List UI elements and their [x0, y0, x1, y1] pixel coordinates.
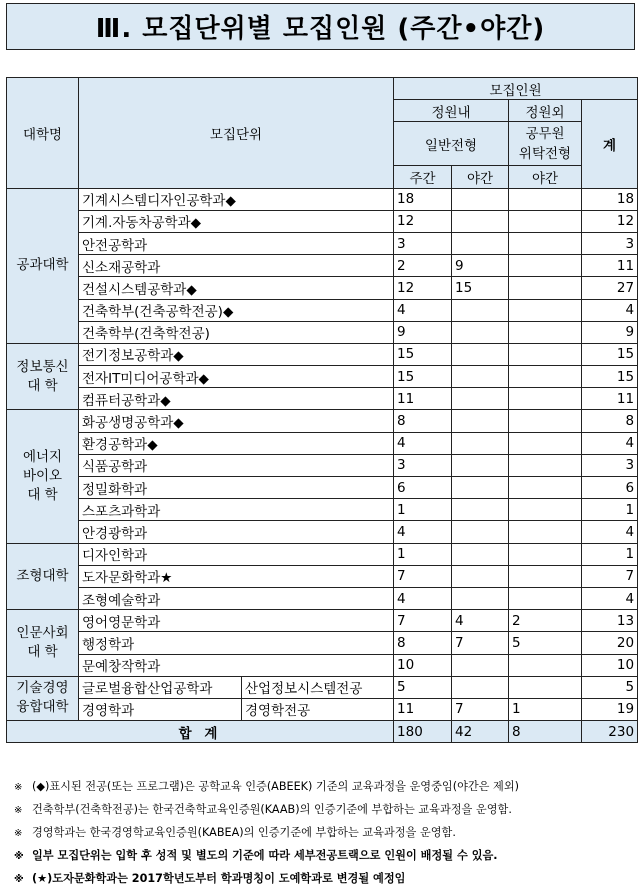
note-line: [14, 776, 639, 799]
sum-day: 180: [394, 721, 452, 743]
row-total: 10: [582, 654, 638, 676]
row-total: 13: [582, 610, 638, 632]
header-college: 대학명: [7, 78, 79, 189]
college-name: 인문사회 대 학: [7, 610, 79, 677]
sum-row: [7, 721, 638, 743]
day-count: 18: [394, 188, 452, 210]
day-count: 5: [394, 676, 452, 698]
official-night-count: [509, 210, 582, 232]
official-night-count: [509, 299, 582, 321]
day-count: 4: [394, 521, 452, 543]
table-body: [7, 188, 638, 743]
header-out-quota: 정원외: [509, 100, 582, 122]
unit-name: 문예창작학과: [79, 654, 394, 676]
unit-name: 식품공학과: [79, 454, 394, 476]
row-total: 9: [582, 321, 638, 343]
header-general: 일반전형: [394, 122, 509, 166]
header-recruit: 모집인원: [394, 78, 638, 100]
official-night-count: [509, 587, 582, 609]
unit-sub-name: 산업정보시스템전공: [242, 676, 394, 698]
row-total: 20: [582, 632, 638, 654]
night-count: 4: [452, 610, 509, 632]
night-count: 7: [452, 632, 509, 654]
table-row: [7, 432, 638, 454]
night-count: [452, 299, 509, 321]
table-row: [7, 410, 638, 432]
unit-name: 조형예술학과: [79, 587, 394, 609]
header-night-official: 야간: [509, 166, 582, 188]
day-count: 11: [394, 698, 452, 720]
official-night-count: [509, 565, 582, 587]
official-night-count: [509, 676, 582, 698]
note-mark: ※: [14, 782, 23, 793]
night-count: [452, 477, 509, 499]
header-in-quota: 정원내: [394, 100, 509, 122]
header-day: 주간: [394, 166, 452, 188]
night-count: 15: [452, 277, 509, 299]
day-count: 11: [394, 388, 452, 410]
official-night-count: [509, 232, 582, 254]
note-text: (★)도자문화학과는 2017학년도부터 학과명칭이 도예학과로 변경될 예정임: [32, 872, 406, 885]
row-total: 4: [582, 432, 638, 454]
day-count: 1: [394, 499, 452, 521]
note-text: (◆)표시된 전공(또는 프로그램)은 공학교육 인증(ABEEK) 기준의 교육과정을 운영중임(야간은 제외): [32, 780, 520, 793]
official-night-count: 5: [509, 632, 582, 654]
table-row: [7, 499, 638, 521]
page-title: Ⅲ. 모집단위별 모집인원 (주간•야간): [6, 3, 635, 50]
unit-name: 글로벌융합산업공학과: [79, 676, 242, 698]
sum-night: 42: [452, 721, 509, 743]
header-unit: 모집단위: [79, 78, 394, 189]
note-line: [14, 868, 639, 891]
sum-label: 합 계: [7, 721, 394, 743]
official-night-count: 1: [509, 698, 582, 720]
night-count: [452, 454, 509, 476]
row-total: 12: [582, 210, 638, 232]
official-night-count: [509, 188, 582, 210]
table-row: [7, 343, 638, 365]
row-total: 4: [582, 587, 638, 609]
unit-name: 디자인학과: [79, 543, 394, 565]
official-night-count: [509, 454, 582, 476]
table-row: [7, 565, 638, 587]
row-total: 4: [582, 521, 638, 543]
table-row: [7, 366, 638, 388]
unit-name: 스포츠과학과: [79, 499, 394, 521]
row-total: 4: [582, 299, 638, 321]
unit-name: 안경광학과: [79, 521, 394, 543]
table-row: [7, 477, 638, 499]
official-night-count: [509, 432, 582, 454]
table-row: [7, 255, 638, 277]
unit-name: 컴퓨터공학과◆: [79, 388, 394, 410]
unit-name: 경영학과: [79, 698, 242, 720]
college-name: 공과대학: [7, 188, 79, 343]
day-count: 9: [394, 321, 452, 343]
table-row: [7, 610, 638, 632]
day-count: 4: [394, 587, 452, 609]
row-total: 7: [582, 565, 638, 587]
note-mark: ※: [14, 874, 24, 885]
table-row: [7, 632, 638, 654]
row-total: 18: [582, 188, 638, 210]
row-total: 3: [582, 454, 638, 476]
day-count: 4: [394, 432, 452, 454]
day-count: 8: [394, 632, 452, 654]
note-mark: ※: [14, 851, 24, 862]
unit-name: 신소재공학과: [79, 255, 394, 277]
recruitment-table: [6, 77, 638, 743]
official-night-count: [509, 321, 582, 343]
official-night-count: [509, 277, 582, 299]
header-night: 야간: [452, 166, 509, 188]
table-row: [7, 321, 638, 343]
night-count: [452, 565, 509, 587]
unit-name: 정밀화학과: [79, 477, 394, 499]
unit-name: 전기정보공학과◆: [79, 343, 394, 365]
official-night-count: [509, 388, 582, 410]
official-night-count: [509, 477, 582, 499]
row-total: 1: [582, 543, 638, 565]
unit-name: 건축학부(건축공학전공)◆: [79, 299, 394, 321]
college-name: 에너지 바이오 대 학: [7, 410, 79, 543]
unit-sub-name: 경영학전공: [242, 698, 394, 720]
unit-name: 환경공학과◆: [79, 432, 394, 454]
night-count: [452, 521, 509, 543]
row-total: 1: [582, 499, 638, 521]
day-count: 8: [394, 410, 452, 432]
night-count: [452, 321, 509, 343]
night-count: [452, 543, 509, 565]
night-count: [452, 343, 509, 365]
table-row: [7, 277, 638, 299]
table-row: [7, 188, 638, 210]
row-total: 8: [582, 410, 638, 432]
notes: [14, 776, 639, 891]
table-row: [7, 388, 638, 410]
table-row: [7, 454, 638, 476]
day-count: 6: [394, 477, 452, 499]
unit-name: 영어영문학과: [79, 610, 394, 632]
night-count: 7: [452, 698, 509, 720]
day-count: 3: [394, 454, 452, 476]
table-row: [7, 543, 638, 565]
row-total: 15: [582, 343, 638, 365]
note-mark: ※: [14, 805, 23, 816]
unit-name: 도자문화학과★: [79, 565, 394, 587]
table-row: [7, 587, 638, 609]
day-count: 7: [394, 565, 452, 587]
day-count: 2: [394, 255, 452, 277]
row-total: 6: [582, 477, 638, 499]
table-row: [7, 232, 638, 254]
note-text: 경영학과는 한국경영학교육인증원(KABEA)의 인증기준에 부합하는 교육과정을 운영함.: [32, 826, 456, 839]
day-count: 7: [394, 610, 452, 632]
official-night-count: [509, 499, 582, 521]
note-text: 일부 모집단위는 입학 후 성적 및 별도의 기준에 따라 세부전공트랙으로 인원이 배정될 수 있음.: [32, 849, 498, 862]
note-text: 건축학부(건축학전공)는 한국건축학교육인증원(KAAB)의 인증기준에 부합하는 교육과정을 운영함.: [32, 803, 512, 816]
note-line: [14, 845, 639, 868]
official-night-count: 2: [509, 610, 582, 632]
unit-name: 기계.자동차공학과◆: [79, 210, 394, 232]
night-count: [452, 366, 509, 388]
college-name: 정보통신 대 학: [7, 343, 79, 410]
night-count: [452, 587, 509, 609]
table-row: [7, 210, 638, 232]
row-total: 3: [582, 232, 638, 254]
day-count: 15: [394, 343, 452, 365]
row-total: 11: [582, 255, 638, 277]
day-count: 12: [394, 277, 452, 299]
night-count: [452, 432, 509, 454]
official-night-count: [509, 366, 582, 388]
official-night-count: [509, 543, 582, 565]
unit-name: 기계시스템디자인공학과◆: [79, 188, 394, 210]
note-mark: ※: [14, 828, 23, 839]
night-count: [452, 388, 509, 410]
day-count: 3: [394, 232, 452, 254]
official-night-count: [509, 410, 582, 432]
official-night-count: [509, 521, 582, 543]
note-line: [14, 822, 639, 845]
header-total: 계: [582, 100, 638, 188]
table-row: [7, 676, 638, 698]
table-row: [7, 521, 638, 543]
official-night-count: [509, 343, 582, 365]
night-count: [452, 188, 509, 210]
night-count: [452, 654, 509, 676]
unit-name: 화공생명공학과◆: [79, 410, 394, 432]
day-count: 15: [394, 366, 452, 388]
college-name: 조형대학: [7, 543, 79, 610]
night-count: 9: [452, 255, 509, 277]
night-count: [452, 676, 509, 698]
day-count: 1: [394, 543, 452, 565]
row-total: 19: [582, 698, 638, 720]
table-row: [7, 299, 638, 321]
night-count: [452, 499, 509, 521]
unit-name: 안전공학과: [79, 232, 394, 254]
night-count: [452, 232, 509, 254]
day-count: 12: [394, 210, 452, 232]
sum-total: 230: [582, 721, 638, 743]
note-line: [14, 799, 639, 822]
night-count: [452, 410, 509, 432]
sum-official: 8: [509, 721, 582, 743]
row-total: 5: [582, 676, 638, 698]
day-count: 10: [394, 654, 452, 676]
row-total: 11: [582, 388, 638, 410]
day-count: 4: [394, 299, 452, 321]
official-night-count: [509, 255, 582, 277]
row-total: 15: [582, 366, 638, 388]
row-total: 27: [582, 277, 638, 299]
unit-name: 건축학부(건축학전공): [79, 321, 394, 343]
unit-name: 전자IT미디어공학과◆: [79, 366, 394, 388]
table-row: [7, 654, 638, 676]
table-row: [7, 698, 638, 720]
official-night-count: [509, 654, 582, 676]
unit-name: 행정학과: [79, 632, 394, 654]
night-count: [452, 210, 509, 232]
header-official: 공무원 위탁전형: [509, 122, 582, 166]
college-name: 기술경영 융합대학: [7, 676, 79, 720]
unit-name: 건설시스템공학과◆: [79, 277, 394, 299]
